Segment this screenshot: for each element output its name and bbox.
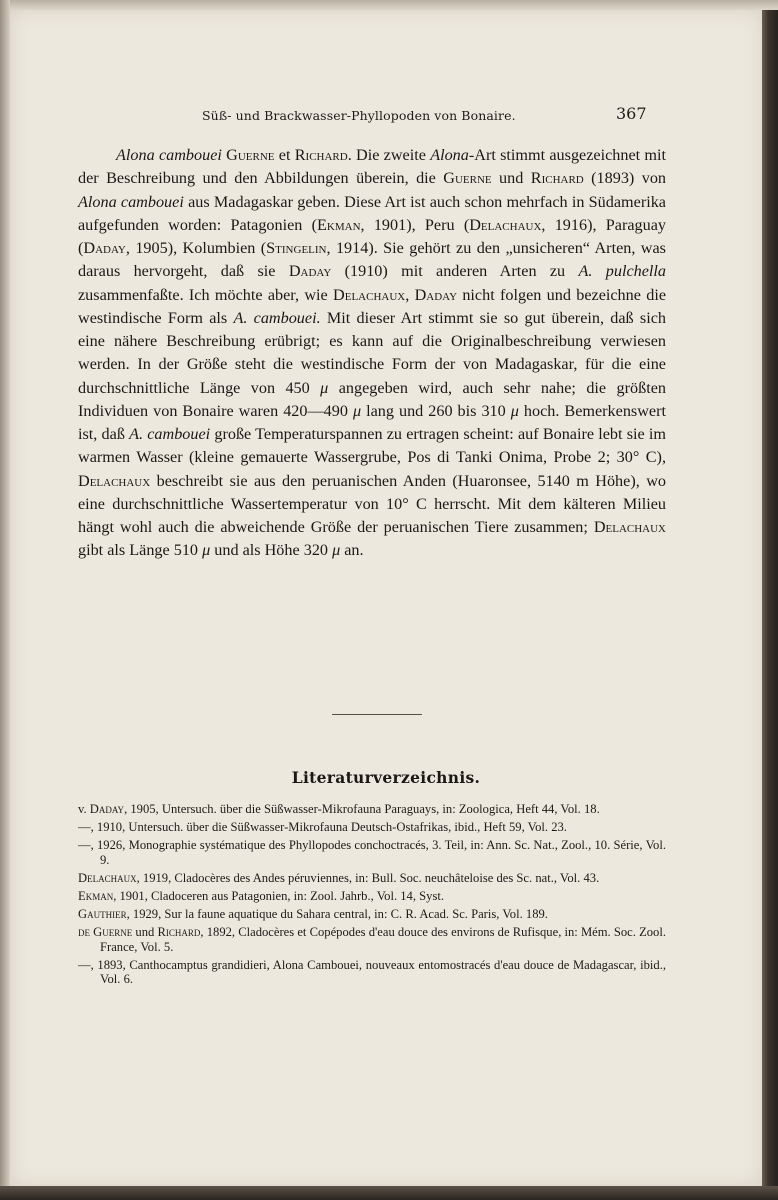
author-name: Delachaux	[469, 215, 542, 234]
ref-prefix: —	[78, 820, 91, 835]
micron-symbol: μ	[332, 541, 341, 560]
ref-prefix: —	[78, 838, 91, 853]
ref-author: Richard	[157, 925, 201, 940]
bibliography-list	[78, 802, 666, 990]
ref-text: , 1905, Untersuch. über die Süßwasser-Mikrofauna Paraguays, in: Zoologica, Heft 44, Vol. 18.	[124, 802, 600, 816]
ref-text: , 1892, Cladocères et Copépodes d'eau douce des environs de Rufisque, in: Mém. Soc. Zool. France, Vol. 5.	[100, 925, 667, 954]
text-run: ,	[405, 285, 415, 304]
text-run: zusammenfaßte. Ich möchte aber, wie	[78, 285, 334, 304]
author-name: Stingelin	[266, 239, 327, 257]
ref-text: , 1901, Cladoceren aus Patagonien, in: Zool. Jahrb., Vol. 14, Syst.	[113, 889, 444, 904]
bibliography-entry	[78, 958, 666, 986]
page-top-edge	[0, 0, 778, 10]
text-run: lang und 260 bis 310	[361, 401, 511, 420]
text-run: , 1914). Sie gehört zu den „unsicheren“ Arten, was daraus hervorgeht, daß sie	[78, 239, 666, 281]
ref-prefix: —	[78, 957, 91, 972]
ref-text: , 1910, Untersuch. über die Süßwasser-Mikrofauna Deutsch-Ostafrikas, ibid., Heft 59, Vol. 23.	[90, 820, 567, 835]
text-run: gibt als Länge 510	[78, 541, 203, 560]
species-name: A. cambouei	[129, 425, 211, 443]
author-name: Daday	[288, 262, 332, 281]
text-run: aus Madagaskar geben. Diese Art ist auch schon mehrfach in Südamerika aufgefunden worden: Patagonien (	[78, 192, 666, 234]
author-name: Guerne	[443, 169, 492, 188]
author-name: Delachaux	[78, 471, 151, 490]
bibliography-entry	[78, 820, 666, 834]
bibliography-entry	[78, 907, 666, 921]
body-paragraph	[78, 144, 666, 563]
species-name: A. cambouei.	[233, 308, 321, 327]
running-head: Süß- und Brackwasser-Phyllopoden von Bonaire.	[202, 108, 516, 123]
text-run: -Art stimmt ausgezeichnet mit der Beschreibung und den Abbildungen überein, die	[78, 146, 666, 188]
text-run: nicht folgen und bezeichne die westindische Form als	[78, 285, 667, 327]
ref-text: , 1926, Monographie systématique des Phyllopodes conchoctracés, 3. Teil, in: Ann. Sc. Nat., Zool., 10. Série, Vol. 9.	[90, 838, 666, 867]
text-run: , 1905), Kolumbien (	[125, 239, 267, 257]
ref-text: , 1893, Canthocamptus grandidieri, Alona Cambouei, nouveaux entomostracés d'eau douce de Madagascar, ibid., Vol. 6.	[90, 957, 666, 987]
page-right-edge	[762, 10, 778, 1186]
ref-author: Guerne	[93, 925, 133, 940]
author-name: Delachaux	[333, 285, 406, 304]
author-name: Daday	[414, 285, 458, 304]
author-name: Ekman	[317, 215, 361, 234]
author-name: Delachaux	[593, 518, 666, 536]
bibliography-entry	[78, 925, 666, 953]
micron-symbol: μ	[320, 378, 329, 397]
bibliography-entry	[78, 889, 666, 903]
bibliography-entry	[78, 838, 666, 866]
author-name: Richard	[294, 146, 348, 164]
text-run: et	[274, 146, 295, 164]
micron-symbol: μ	[202, 541, 211, 560]
ref-text: und	[132, 925, 158, 940]
species-name: Alona cambouei	[116, 146, 222, 164]
ref-author: Daday	[89, 802, 125, 816]
author-name: Richard	[530, 169, 584, 188]
bibliography-entry	[78, 802, 666, 816]
text-run: , 1916), Paraguay (	[78, 215, 666, 257]
ref-author: Delachaux	[78, 870, 137, 885]
text-run: hoch. Bemerkenswert ist, daß	[78, 401, 666, 443]
bibliography-entry	[78, 871, 666, 885]
ref-text: , 1929, Sur la faune aquatique du Sahara central, in: C. R. Acad. Sc. Paris, Vol. 189.	[126, 907, 548, 922]
text-run: . Die zweite	[347, 146, 431, 164]
text-run: , 1901), Peru (	[360, 215, 470, 234]
binding-edge	[0, 0, 10, 1200]
text-run: (1893) von	[583, 169, 667, 188]
text-run: angegeben wird, auch sehr nahe; die größten Individuen von Bonaire waren 420—490	[78, 378, 666, 420]
ref-author: Gauthier	[78, 907, 127, 922]
text-run: und als Höhe 320	[210, 541, 333, 560]
text-run: beschreibt sie aus den peruanischen Anden (Huaronsee, 5140 m Höhe), wo eine durchschnittliche Wassertemperatur von 10° C herrscht. Mit dem kälteren Milieu hängt wohl auch die abweichende Größe der peruanischen Tiere zusammen;	[78, 471, 666, 536]
text-run: an.	[340, 541, 364, 560]
paragraph-alona	[78, 144, 666, 563]
species-name: A. pulchella	[578, 262, 667, 281]
micron-symbol: μ	[352, 401, 362, 420]
text-run: und	[491, 169, 531, 188]
page-number: 367	[616, 104, 647, 123]
bibliography-heading: Literaturverzeichnis.	[291, 768, 481, 787]
genus-name: Alona	[430, 146, 469, 164]
ref-prefix: v.	[78, 802, 90, 816]
species-name: Alona cambouei	[78, 192, 184, 211]
page-bottom-edge	[0, 1186, 778, 1200]
paper-sheet	[10, 10, 762, 1186]
text-run: (1910) mit anderen Arten zu	[331, 262, 579, 281]
section-divider	[332, 714, 422, 715]
ref-prefix: de	[78, 925, 94, 940]
micron-symbol: μ	[510, 401, 519, 420]
text-run: große Temperaturspannen zu ertragen scheint: auf Bonaire lebt sie im warmen Wasser (kleine gemauerte Wassergrube, Pos di Tanki Onima, Probe 2; 30° C),	[78, 425, 666, 467]
text-run: Mit dieser Art stimmt sie so gut überein, daß sich eine nähere Beschreibung erübrigt; es kann auf die Originalbeschreibung verwiesen werden. In der Größe steht die westindische Form der von Madagaskar, für die eine durchschnittliche Länge von 450	[78, 308, 666, 397]
ref-text: , 1919, Cladocères des Andes péruviennes, in: Bull. Soc. neuchâteloise des Sc. nat., Vol. 43.	[136, 870, 600, 885]
author-name: Guerne	[226, 146, 275, 164]
author-name: Daday	[83, 239, 126, 257]
ref-author: Ekman	[78, 889, 114, 904]
